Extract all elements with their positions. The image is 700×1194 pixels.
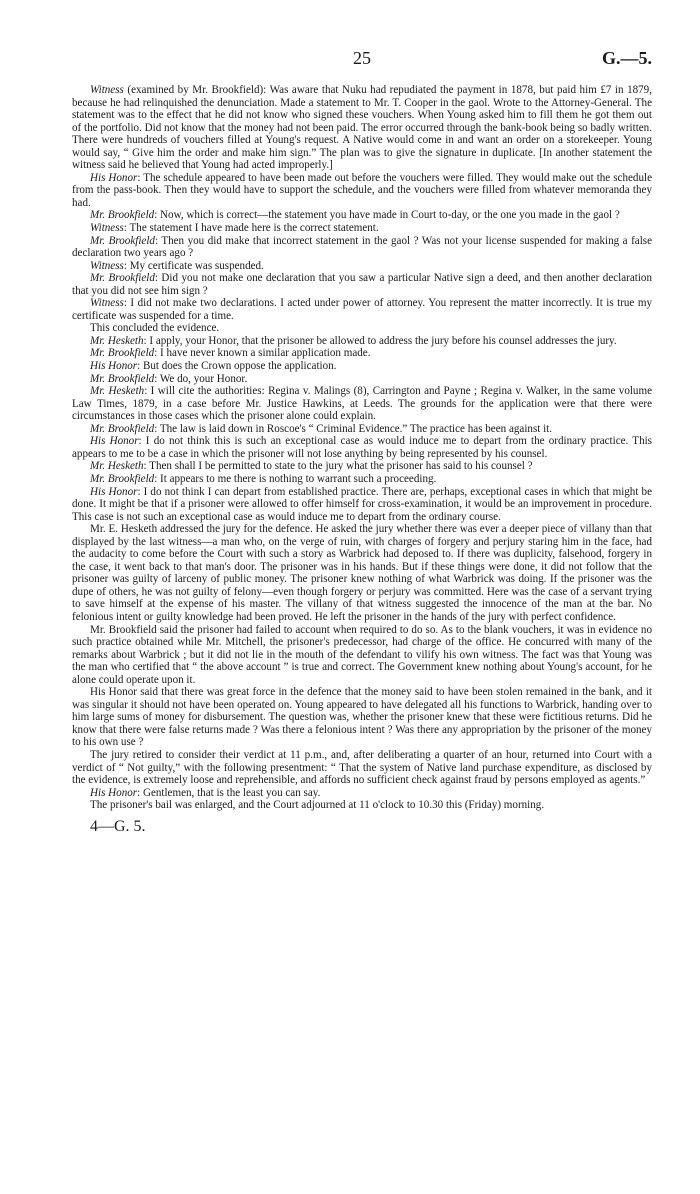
speaker-label: Mr. Brookfield xyxy=(90,234,155,247)
paragraph-text: : Gentlemen, that is the least you can say. xyxy=(137,786,321,799)
speaker-label: Witness xyxy=(90,259,124,272)
paragraph xyxy=(72,209,652,222)
paragraph-text: : I have never known a similar application made. xyxy=(154,347,371,360)
paragraph-text: This concluded the evidence. xyxy=(90,322,220,335)
paragraph xyxy=(72,460,652,473)
paragraph xyxy=(72,84,652,172)
paragraph-text: : It appears to me there is nothing to warrant such a proceeding. xyxy=(154,472,437,485)
paragraph xyxy=(72,486,652,524)
speaker-label: His Honor xyxy=(90,485,138,498)
paragraph xyxy=(72,360,652,373)
paragraph-text: : I did not make two declarations. I acted under power of attorney. You represent the matter incorrectly. It is true my certificate was suspended for a time. xyxy=(72,297,652,322)
paragraph-text: : Now, which is correct—the statement you have made in Court to-day, or the one you made in the gaol ? xyxy=(154,209,620,222)
paragraph xyxy=(72,373,652,386)
paragraph xyxy=(72,235,652,260)
paragraph-text: (examined by Mr. Brookfield): Was aware that Nuku had repudiated the payment in 1878, but paid him £7 in 1879, because he had relinquished the denunciation. Made a statement to Mr. T. Cooper in the gaol. Wrote to the Attorney-General. The statement was to the effect that he did not know who signed these vouchers. When Young asked him to fill them he got them out of the portfolio. Did not know that the money had not been paid. The error occurred through the bank-book being so badly written. There were hundreds of vouchers filled at Young's request. A Native would come in and want an order on a storekeeper. Young would say, “ Give him the order and make him sign.” The plan was to give the signature in duplicate. [In another statement the witness said he believed that Young had acted improperly.] xyxy=(72,84,652,172)
paragraph xyxy=(72,297,652,322)
paragraph xyxy=(72,799,652,812)
speaker-label: His Honor xyxy=(90,786,138,799)
paragraph-text: The jury retired to consider their verdict at 11 p.m., and, after deliberating a quarter of an hour, returned into Court with a verdict of “ Not guilty,” with the following presentment: “ That the system of Native land purchase expenditure, as disclosed by the evidence, is extremely loose and reprehensible, and affords no sufficient check against fraud by persons employed as agents.” xyxy=(72,748,652,787)
speaker-label: Mr. Hesketh xyxy=(90,334,144,347)
paragraph-text: : I do not think I can depart from established practice. There are, perhaps, exceptional cases in which that might be done. It might be that if a prisoner were allowed to offer himself for cross-examination, it would be an improvement in procedure. This case is not such an exceptional case as would induce me to depart from the ordinary course. xyxy=(72,485,652,523)
paragraph xyxy=(72,523,652,623)
paragraph xyxy=(72,435,652,460)
paragraph-text: : The law is laid down in Roscoe's “ Criminal Evidence.” The practice has been against it. xyxy=(154,422,553,435)
paragraph xyxy=(72,222,652,235)
body-text xyxy=(72,84,652,812)
paragraph xyxy=(72,749,652,787)
paragraph-text: His Honor said that there was great force in the defence that the money said to have been stolen remained in the bank, and it was singular it should not have been operated on. Young appeared to have delegated all his functions to Warbrick, handing over to him large sums of money for disbursement. The question was, whether the prisoner knew that these were fictitious returns. Did he know that there were false returns made ? Was there a felonious intent ? Was there any appropriation by the prisoner of the money to his own use ? xyxy=(72,686,652,749)
paragraph-text: : We do, your Honor. xyxy=(154,372,248,385)
speaker-label: His Honor xyxy=(90,435,139,448)
speaker-label: Mr. Brookfield xyxy=(90,422,155,435)
speaker-label: Mr. Brookfield xyxy=(90,209,155,222)
speaker-label: Mr. Brookfield xyxy=(90,472,155,485)
paragraph xyxy=(72,335,652,348)
speaker-label: Mr. Hesketh xyxy=(90,460,144,473)
paragraph xyxy=(72,423,652,436)
paragraph-text: : I do not think this is such an exceptional case as would induce me to depart from the ordinary practice. This appears to me to be a case in which the prisoner will not lose anything by being represented by his counsel. xyxy=(72,435,652,460)
paragraph-text: : But does the Crown oppose the application. xyxy=(137,360,337,373)
paragraph-text: : The schedule appeared to have been made out before the vouchers were filled. They would make out the schedule from the pass-book. Then they would have to support the schedule, and the vouchers were filled from whatever memoranda they had. xyxy=(72,171,652,209)
paragraph xyxy=(72,272,652,297)
paragraph-text: The prisoner's bail was enlarged, and the Court adjourned at 11 o'clock to 10.30 this (Friday) morning. xyxy=(90,799,545,812)
paragraph-text: Mr. Brookfield said the prisoner had failed to account when required to do so. As to the blank vouchers, it was in evidence no such practice obtained while Mr. Mitchell, the prisoner's predecessor, had charge of the office. He concurred with many of the remarks about Warbrick ; but it did not lie in the mouth of the defendant to vilify his own witness. The fact was that Young was the man who certified that “ the above account ” is true and correct. The Government knew nothing about Young's account, for he alone could operate upon it. xyxy=(72,623,652,686)
speaker-label: Witness xyxy=(90,84,124,96)
speaker-label: Mr. Hesketh xyxy=(90,385,145,398)
paragraph-text: : Did you not make one declaration that you saw a particular Native sign a deed, and then another declaration that you did not see him sign ? xyxy=(72,272,653,297)
signature-mark: 4—G. 5. xyxy=(90,817,146,835)
paragraph-text: : The statement I have made here is the correct statement. xyxy=(123,222,379,235)
paragraph xyxy=(72,473,652,486)
paragraph xyxy=(72,260,652,273)
speaker-label: His Honor xyxy=(90,360,138,373)
paragraph xyxy=(72,347,652,360)
speaker-label: Witness xyxy=(90,222,124,235)
paragraph-text: : I will cite the authorities: Regina v. Malings (8), Carrington and Payne ; Regina v. Walker, in the same volume Law Times, 1879, in a case before Mr. Justice Hawkins, at Leeds. The grounds for the application were that there were circumstances in those cases which the prisoner alone could explain. xyxy=(72,385,653,423)
document-page xyxy=(72,48,652,836)
speaker-label: Mr. Brookfield xyxy=(90,272,155,285)
page-number: 25 xyxy=(353,48,371,68)
speaker-label: Mr. Brookfield xyxy=(90,372,155,385)
paragraph-text: : I apply, your Honor, that the prisoner be allowed to address the jury before his counsel addresses the jury. xyxy=(143,334,617,347)
document-reference: G.—5. xyxy=(601,48,652,68)
paragraph xyxy=(72,787,652,800)
speaker-label: His Honor xyxy=(90,171,138,184)
paragraph-text: : Then shall I be permitted to state to the jury what the prisoner has said to his counsel ? xyxy=(143,460,533,473)
paragraph xyxy=(72,322,652,335)
paragraph xyxy=(72,686,652,749)
paragraph xyxy=(72,624,652,687)
paragraph-text: : My certificate was suspended. xyxy=(123,259,264,272)
page-header xyxy=(72,48,652,74)
paragraph xyxy=(72,385,652,423)
paragraph xyxy=(72,172,652,210)
speaker-label: Witness xyxy=(90,297,124,310)
speaker-label: Mr. Brookfield xyxy=(90,347,155,360)
paragraph-text: Mr. E. Hesketh addressed the jury for the defence. He asked the jury whether there was ever a deeper piece of villany than that displayed by the last witness—a man who, on the verge of ruin, with charges of forgery and perjury staring him in the face, had the audacity to come before the Court with such a story as Warbrick had deposed to. If there was duplicity, falsehood, forgery in the case, it went back to that man's door. The prisoner was in his hands. But if these things were done, it did not follow that the prisoner was guilty of larceny of public money. The prisoner knew nothing of what Warbrick was doing. If the prisoner was the dupe of others, he was not guilty of felony—even though forgery or perjury was committed. Here was the case of a servant trying to save himself at the expense of his master. The villany of that witness suggested the innocence of the man at the bar. No felonious intent or guilty knowledge had been proved. He left the prisoner in the hands of the jury with perfect confidence. xyxy=(72,523,652,623)
paragraph-text: : Then you did make that incorrect statement in the gaol ? Was not your license suspended for making a false declaration two years ago ? xyxy=(72,234,653,260)
